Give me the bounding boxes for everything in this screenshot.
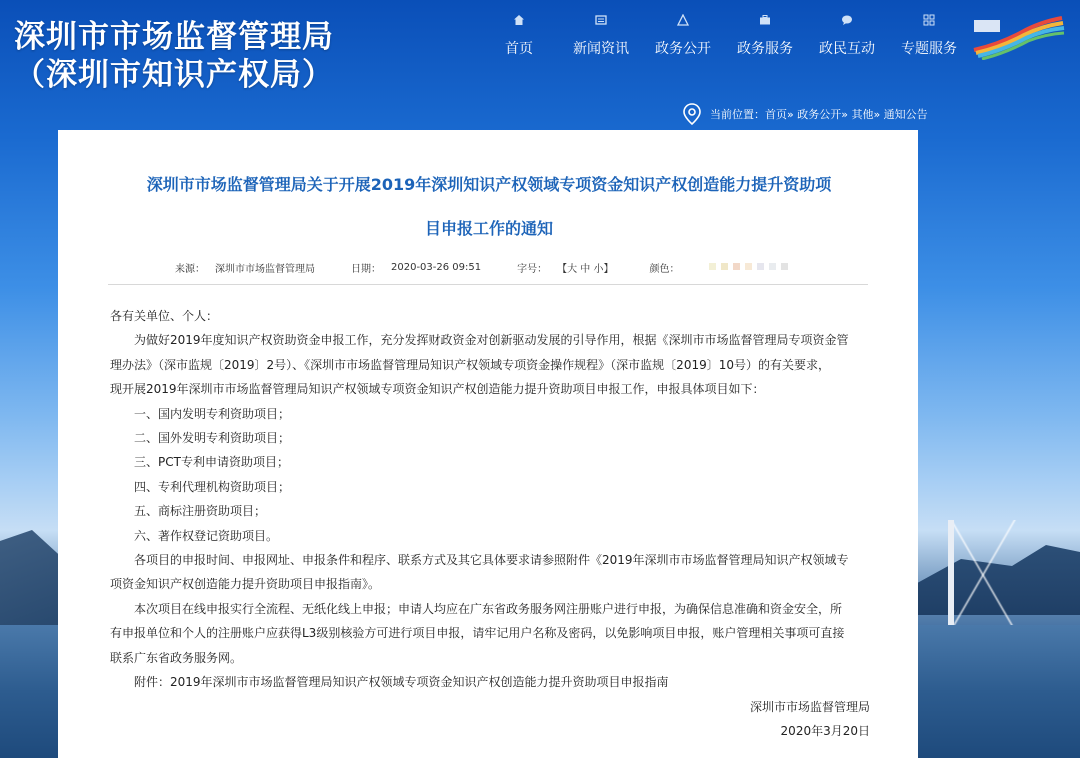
date-label: 日期：	[351, 264, 381, 275]
list-item: 六、著作权登记资助项目。	[134, 528, 279, 543]
paragraph-2-line1: 各项目的申报时间、申报网址、申报条件和程序、联系方式及其它具体要求请参照附件《2019年深圳市市场监督管理局知识产权领域专	[134, 553, 849, 568]
paragraph-1-line2: 理办法》（深市监规〔2019〕2号）、《深圳市市场监督管理局知识产权领域专项资金操作规程》（深市监规〔2019〕10号）的有关要求，	[110, 357, 830, 372]
source-value: 深圳市市场监督管理局	[215, 264, 315, 275]
color-swatch[interactable]	[721, 263, 728, 270]
briefcase-icon	[724, 14, 806, 32]
color-swatch[interactable]	[709, 263, 716, 270]
color-swatch[interactable]	[769, 263, 776, 270]
nav-label-gov-service: 政务服务	[737, 41, 793, 57]
paragraph-3-line1: 本次项目在线申报实行全流程、无纸化线上申报；申请人均应在广东省政务服务网注册账户进行申报，为确保信息准确和资金安全，所	[134, 601, 843, 616]
shenzhen-logo[interactable]	[970, 16, 1066, 60]
breadcrumb	[682, 103, 928, 125]
signature: 深圳市市场监督管理局	[749, 699, 870, 714]
list-item: 五、商标注册资助项目；	[134, 504, 267, 519]
font-size-label: 字号：	[517, 264, 548, 275]
nav-label-gov-open: 政务公开	[655, 41, 711, 57]
home-icon	[478, 14, 560, 32]
color-swatches	[709, 262, 793, 273]
list-item: 二、国外发明专利资助项目；	[134, 431, 291, 446]
notice-title	[98, 163, 880, 251]
location-pin-icon	[682, 103, 702, 125]
nav-item-news[interactable]	[560, 14, 642, 58]
breadcrumb-path[interactable]: 首页» 政务公开» 其他» 通知公告	[765, 108, 928, 121]
nav-label-home: 首页	[505, 41, 533, 57]
nav-item-gov-open[interactable]	[642, 14, 724, 58]
notice-title-line2: 目申报工作的通知	[424, 219, 553, 238]
background-bridge-tower	[948, 520, 954, 630]
color-swatch[interactable]	[745, 263, 752, 270]
color-label: 颜色：	[649, 264, 680, 275]
notice-panel	[58, 130, 918, 758]
sign-date: 2020年3月20日	[780, 723, 870, 738]
notice-body	[110, 304, 870, 743]
site-title-line2: （深圳市知识产权局）	[14, 57, 334, 93]
nav-label-topics: 专题服务	[901, 41, 957, 57]
list-item: 三、PCT专利申请资助项目；	[134, 455, 289, 470]
breadcrumb-prefix: 当前位置：	[710, 108, 765, 121]
source-label: 来源：	[175, 264, 205, 275]
color-swatch[interactable]	[781, 263, 788, 270]
paragraph-1-line1: 为做好2019年度知识产权资助资金申报工作，充分发挥财政资金对创新驱动发展的引导作用，根据《深圳市市场监督管理局专项资金管	[134, 333, 849, 348]
grid-icon	[888, 14, 970, 32]
nav-item-interaction[interactable]	[806, 14, 888, 58]
nav-item-home[interactable]	[478, 14, 560, 58]
color-swatch[interactable]	[733, 263, 740, 270]
site-title[interactable]	[14, 18, 334, 94]
paragraph-1-line3: 现开展2019年深圳市市场监督管理局知识产权领域专项资金知识产权创造能力提升资助项目申报工作，申报具体项目如下：	[110, 382, 765, 397]
nav-label-interaction: 政民互动	[819, 41, 875, 57]
nav-item-topics[interactable]	[888, 14, 970, 58]
background-bridge-cables	[915, 520, 1055, 630]
site-title-line1: 深圳市市场监督管理局	[14, 19, 334, 55]
gov-icon	[642, 14, 724, 32]
notice-title-line1: 深圳市市场监督管理局关于开展2019年深圳知识产权领域专项资金知识产权创造能力提升资助项	[146, 175, 832, 194]
meta-divider	[108, 284, 868, 285]
paragraph-3-line2: 有申报单位和个人的注册账户应获得L3级别核验方可进行项目申报，请牢记用户名称及密码，以免影响项目申报，账户管理相关事项可直接	[110, 626, 845, 641]
paragraph-3-line3: 联系广东省政务服务网。	[110, 650, 243, 665]
news-icon	[560, 14, 642, 32]
color-swatch[interactable]	[757, 263, 764, 270]
chat-icon	[806, 14, 888, 32]
nav-item-gov-service[interactable]	[724, 14, 806, 58]
font-size-selector[interactable]: 【大 中 小】	[557, 264, 614, 275]
list-item: 一、国内发明专利资助项目；	[134, 406, 291, 421]
list-item: 四、专利代理机构资助项目；	[134, 479, 291, 494]
date-value: 2020-03-26 09:51	[391, 262, 482, 273]
notice-meta	[175, 260, 803, 275]
main-nav	[478, 14, 970, 58]
salutation: 各有关单位、个人：	[110, 309, 219, 323]
attachment-link[interactable]: 附件：2019年深圳市市场监督管理局知识产权领域专项资金知识产权创造能力提升资助项目申报指南	[134, 675, 669, 690]
paragraph-2-line2: 项资金知识产权创造能力提升资助项目申报指南》。	[110, 577, 381, 592]
nav-label-news: 新闻资讯	[573, 41, 629, 57]
